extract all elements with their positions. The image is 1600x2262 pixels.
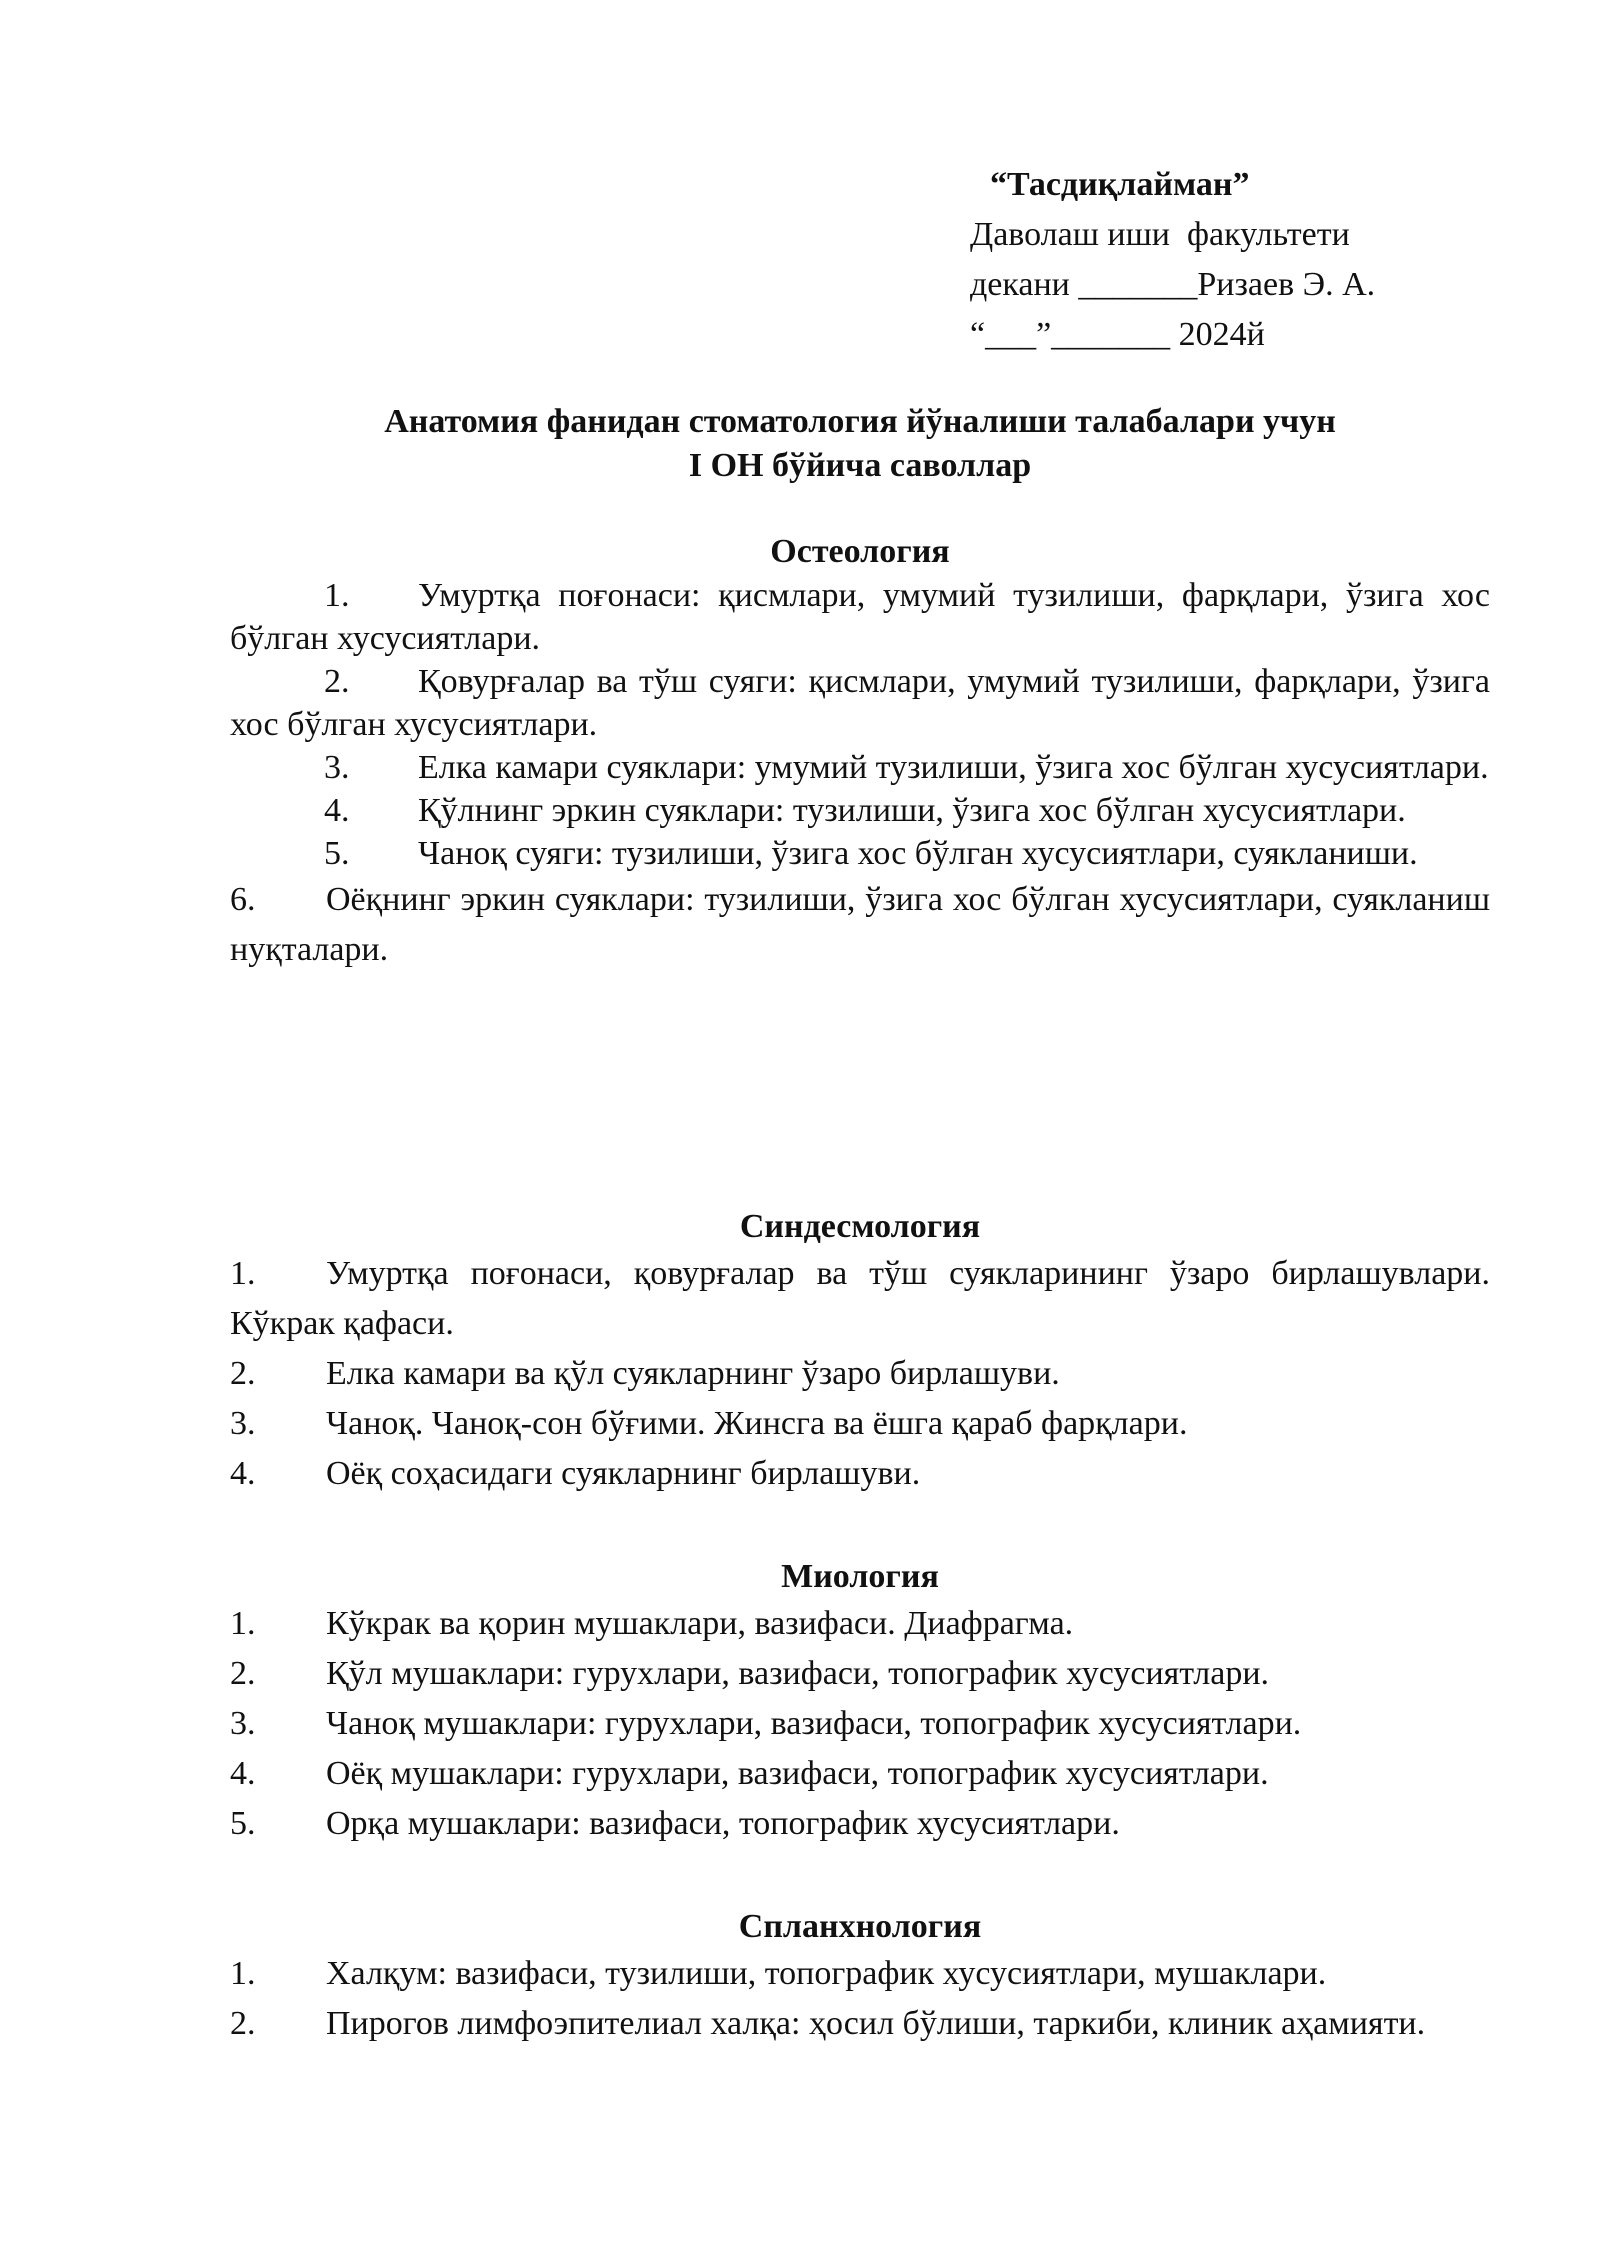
item-text: Халқум: вазифаси, тузилиши, топографик хусусиятлари, мушаклари. (326, 1955, 1327, 1992)
list-item (230, 746, 1490, 789)
list-item (230, 1649, 1490, 1699)
section-osteology (230, 530, 1490, 975)
list-item (230, 789, 1490, 832)
item-number: 1. (230, 1955, 256, 1992)
section-title: Спланхнология (738, 1908, 982, 1945)
section-title: Остеология (770, 533, 950, 570)
item-text: Чаноқ суяги: тузилиши, ўзига хос бўлган хусусиятлари, суякланиши. (418, 835, 1418, 872)
item-text: Кўкрак ва қорин мушаклари, вазифаси. Диафрагма. (326, 1605, 1074, 1642)
item-number: 4. (230, 1455, 256, 1492)
list-item (230, 1249, 1490, 1349)
item-text: Қўл мушаклари: гурухлари, вазифаси, топографик хусусиятлари. (326, 1655, 1270, 1692)
list-item (230, 660, 1490, 746)
section-title: Миология (781, 1558, 939, 1595)
item-number: 3. (324, 749, 350, 786)
item-text: Чаноқ мушаклари: гурухлари, вазифаси, топографик хусусиятлари. (326, 1705, 1302, 1742)
item-number: 4. (230, 1755, 256, 1792)
list-item (230, 1949, 1490, 1999)
list-item (230, 1699, 1490, 1749)
item-number: 3. (230, 1405, 256, 1442)
item-number: 1. (230, 1605, 256, 1642)
approval-title: “Тасдиқлайман” (990, 166, 1250, 203)
item-text: Елка камари суяклари: умумий тузилиши, ўзига хос бўлган хусусиятлари. (418, 749, 1489, 786)
item-text: Қўлнинг эркин суяклари: тузилиши, ўзига хос бўлган хусусиятлари. (418, 792, 1406, 829)
item-number: 5. (324, 835, 350, 872)
item-text: Умуртқа поғонаси, қовурғалар ва тўш суякларининг ўзаро бирлашувлари. Кўкрак қафаси. (230, 1255, 1490, 1342)
item-number: 6. (230, 881, 256, 918)
list-item (230, 832, 1490, 875)
document-title-line-2: I ОН бўйича саволлар (688, 447, 1032, 484)
item-number: 4. (324, 792, 350, 829)
document-title-line-1: Анатомия фанидан стоматология йўналиши талабалари учун (384, 403, 1336, 440)
item-number: 2. (230, 1355, 256, 1392)
item-text: Қовурғалар ва тўш суяги: қисмлари, умумий тузилиши, фарқлари, ўзига хос бўлган хусусиятлари. (230, 663, 1490, 743)
item-number: 2. (324, 663, 350, 700)
approval-block (970, 160, 1490, 360)
item-text: Орқа мушаклари: вазифаси, топографик хусусиятлари. (326, 1805, 1120, 1842)
section-myology (230, 1555, 1490, 1849)
item-number: 2. (230, 1655, 256, 1692)
list-item (230, 1799, 1490, 1849)
item-number: 5. (230, 1805, 256, 1842)
approval-faculty: Даволаш иши факультети (970, 216, 1350, 253)
item-number: 2. (230, 2005, 256, 2042)
section-title: Синдесмология (739, 1208, 981, 1245)
item-number: 1. (230, 1255, 256, 1292)
section-syndesmology (230, 1205, 1490, 1499)
document-title (0, 400, 1600, 488)
item-text: Умуртқа поғонаси: қисмлари, умумий тузилиши, фарқлари, ўзига хос бўлган хусусиятлари. (230, 577, 1490, 657)
list-item (230, 1449, 1490, 1499)
item-number: 1. (324, 577, 350, 614)
list-item (230, 1349, 1490, 1399)
list-item (230, 875, 1490, 975)
approval-dean: декани _______Ризаев Э. А. (970, 266, 1376, 303)
section-splanchnology (230, 1905, 1490, 2049)
item-number: 3. (230, 1705, 256, 1742)
item-text: Чаноқ. Чаноқ-сон бўғими. Жинсга ва ёшга қараб фарқлари. (326, 1405, 1188, 1442)
item-text: Оёқнинг эркин суяклари: тузилиши, ўзига хос бўлган хусусиятлари, суякланиш нуқталари. (230, 881, 1490, 968)
item-text: Оёқ соҳасидаги суякларнинг бирлашуви. (326, 1455, 921, 1492)
list-item (230, 1399, 1490, 1449)
list-item (230, 574, 1490, 660)
item-text: Оёқ мушаклари: гурухлари, вазифаси, топографик хусусиятлари. (326, 1755, 1269, 1792)
approval-date: “___”_______ 2024й (970, 316, 1265, 353)
list-item (230, 1749, 1490, 1799)
item-text: Пирогов лимфоэпителиал халқа: ҳосил бўлиши, таркиби, клиник аҳамияти. (326, 2005, 1426, 2042)
list-item (230, 1599, 1490, 1649)
item-text: Елка камари ва қўл суякларнинг ўзаро бирлашуви. (326, 1355, 1060, 1392)
list-item (230, 1999, 1490, 2049)
